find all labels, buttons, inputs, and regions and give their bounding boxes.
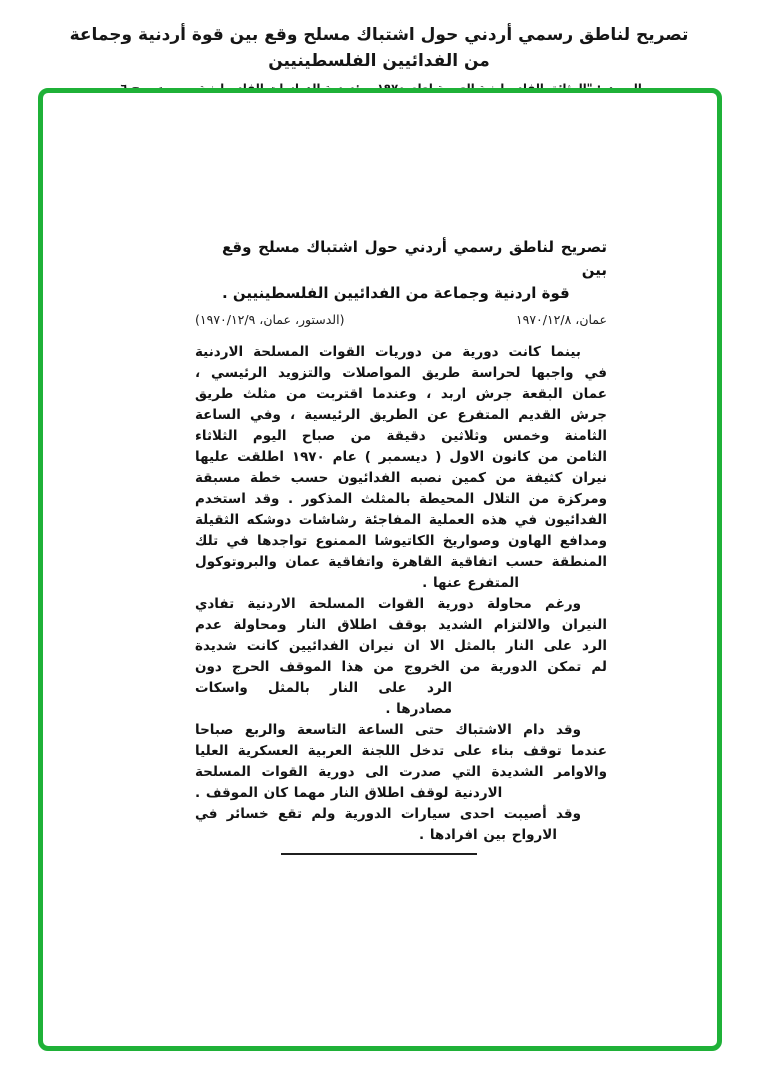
text-line: المنطقة حسب اتفاقية القاهرة واتفاقية عمان والبروتوكول [195,554,607,570]
paragraph [195,594,607,720]
text-line: الثامنة وخمس وثلاثين دقيقة من صباح اليوم الثلاثاء [195,428,607,444]
paragraph [195,720,607,804]
document-body [195,342,607,846]
text-line: والاوامر الشديدة التي صدرت الى دورية القوات المسلحة [195,764,607,780]
text-line: لم تمكن الدورية من الخروج من هذا الموقف الحرج دون [195,659,607,675]
text-line: الرد على النار بالمثل واسكات مصادرها . [195,680,452,717]
text-line: ومدافع الهاون وصواريخ الكاتيوشا الممنوع تواجدها في تلك [195,533,607,549]
text-line: الفدائيون في هذه العملية المفاجئة رشاشات دوشكه الثقيلة [195,512,607,528]
page-header-title: تصريح لناطق رسمي أردني حول اشتباك مسلح وقع بين قوة أردنية وجماعة من الفدائيين الفلسطينيين [69,25,689,71]
text-line: جرش القديم المتفرع عن الطريق الرئيسية ، وفي الساعة [195,407,607,423]
divider-rule [281,853,477,855]
text-line: وقد أصيبت احدى سيارات الدورية ولم تقع خسائر في [195,806,581,822]
text-line: الرد على النار بالمثل الا ان نيران الفدائيين كانت شديدة [195,638,607,654]
text-line: في واجبها لحراسة طريق المواصلات والتزويد الرئيسي ، [195,365,607,381]
text-line: نيران كثيفة من كمين نصبه الفدائيون حسب خطة مسبقة [195,470,607,486]
text-line: الاردنية لوقف اطلاق النار مهما كان الموقف . [195,785,503,801]
text-line: ورغم محاولة دورية القوات المسلحة الاردنية تفادي [195,596,581,612]
dateline-source-ref: (الدستور، عمان، ١٩٧٠/١٢/٩) [195,312,345,327]
document-title-line: قوة اردنية وجماعة من الفدائيين الفلسطينيين . [222,284,570,302]
document-title-line: تصريح لناطق رسمي أردني حول اشتباك مسلح وقع بين [222,238,607,279]
text-line: بينما كانت دورية من دوريات القوات المسلحة الاردنية [195,344,581,360]
text-line: عندما توقف بناء على تدخل اللجنة العربية العسكرية العليا [195,743,607,759]
text-line: ومركزة من التلال المحيطة بالمثلث المذكور . وقد استخدم [195,491,607,507]
scanned-document [195,236,607,855]
text-line: عمان البقعة جرش اربد ، وعندما اقتربت من مثلث طريق [195,386,607,402]
text-line: الثامن من كانون الاول ( ديسمبر ) عام ١٩٧٠ اطلقت عليها [195,449,607,465]
document-title [222,236,607,305]
dateline-place-date: عمان، ١٩٧٠/١٢/٨ [515,312,607,327]
text-line: النيران والالتزام الشديد بوقف اطلاق النار ومحاولة عدم [195,617,607,633]
text-line: وقد دام الاشتباك حتى الساعة التاسعة والربع صباحا [195,722,581,738]
text-line: الارواح بين افرادها . [418,827,557,843]
dateline [195,312,607,327]
paragraph [195,342,607,594]
paragraph [195,804,607,846]
text-line: المتفرع عنها . [422,575,519,591]
